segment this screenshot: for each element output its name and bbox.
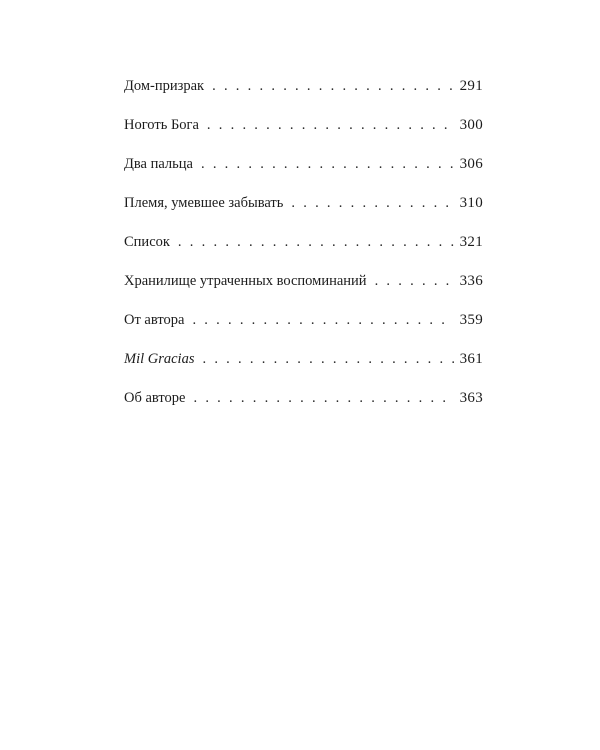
toc-entry[interactable] [124, 349, 483, 388]
toc-entry-page: 361 [459, 351, 483, 367]
toc-entry-page: 359 [459, 312, 483, 328]
toc-dot-leader [375, 271, 454, 291]
toc-entry-page: 310 [459, 195, 483, 211]
toc-dot-leader [212, 76, 453, 96]
toc-entry-title: От автора [124, 312, 185, 328]
toc-dot-leader [201, 154, 454, 174]
toc-dot-leader [202, 349, 453, 369]
toc-entry-page: 306 [459, 156, 483, 172]
toc-entry[interactable] [124, 193, 483, 232]
toc-entry-title: Два пальца [124, 156, 193, 172]
toc-dot-leader [178, 232, 454, 252]
toc-entry[interactable] [124, 115, 483, 154]
toc-entry[interactable] [124, 232, 483, 271]
toc-entry-title: Дом-призрак [124, 78, 205, 94]
toc-entry-title: Хранилище утраченных воспоминаний [124, 273, 367, 289]
table-of-contents [124, 76, 483, 427]
toc-entry-title: Об авторе [124, 390, 186, 406]
toc-dot-leader [192, 310, 453, 330]
toc-entry[interactable] [124, 271, 483, 310]
toc-entry-page: 363 [459, 390, 483, 406]
toc-entry-page: 336 [459, 273, 483, 289]
toc-dot-leader [193, 388, 453, 408]
toc-entry[interactable] [124, 154, 483, 193]
toc-entry-title: Mil Gracias [124, 351, 195, 367]
toc-entry-page: 321 [459, 234, 483, 250]
toc-entry-title: Список [124, 234, 170, 250]
toc-entry[interactable] [124, 388, 483, 427]
toc-entry-title: Племя, умевшее забывать [124, 195, 284, 211]
toc-entry-page: 300 [459, 117, 483, 133]
toc-entry-page: 291 [459, 78, 483, 94]
toc-entry[interactable] [124, 76, 483, 115]
toc-dot-leader [291, 193, 453, 213]
toc-entry-title: Ноготь Бога [124, 117, 199, 133]
toc-entry[interactable] [124, 310, 483, 349]
toc-dot-leader [207, 115, 454, 135]
